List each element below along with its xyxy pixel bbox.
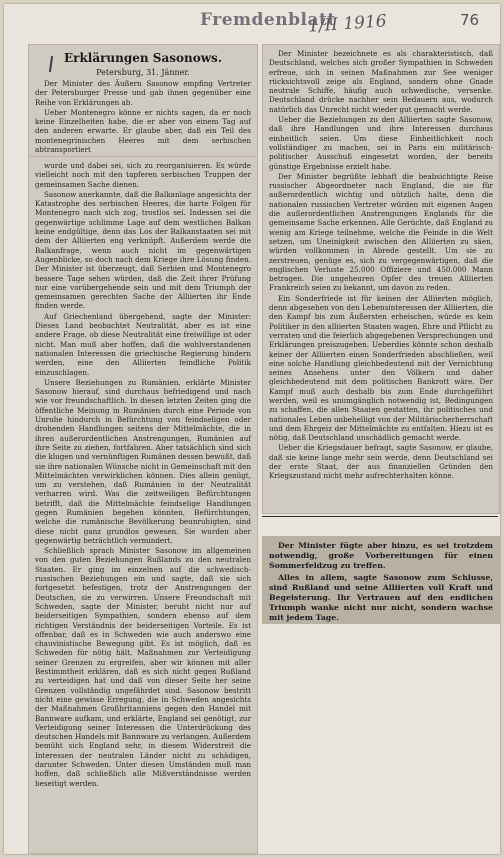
paragraph: Ueber die Kriegsdauer befragt, sagte Sasonow, er glaube, daß sie keine lange mehr sein werde, denn Deutschland sei der erste Staat, der aus finanziellen Gründen den Kriegszustand nicht mehr aufrechterhalten könne. bbox=[269, 443, 493, 481]
paragraph: Der Minister bezeichnete es als charakteristisch, daß Deutschland, welches sich großer Sympathien in Schweden erfreue, sich in seinen Maßnahmen zur See weniger rücksichtsvoll zeige als England, sondern ohne Gnade neutrale Schiffe, häufig auch schwedische, versenke. Deutschland drücke nachher sein Bedauern aus, wodurch natürlich das Unrecht nicht wieder gut gemacht werde. bbox=[269, 49, 493, 114]
paragraph: Unsere Beziehungen zu Rumänien, erklärte Minister Sasonow hierauf, sind durchaus befriedigend und nach wie vor freundschaftlich. In diesen letzten Zeiten ging die öffentliche Meinung in Rumänien durch eine Periode von Unruhe hindurch in Befürchtung von feindseligen oder drohenden Handlungen seitens der Mittelmächte, die in ihren außerordentlichen Anstrengungen, Rumänien auf ihre Seite zu ziehen, fortfahren. Aber tatsächlich sind sich die klugen und vernünftigen Rumänen dessen bewußt, daß sie ihre nationalen Wünsche nicht in Gemeinschaft mit den Mittelmächten verwirklichen können. Dies allein genügt, um zu verstehen, daß Rumänien in der Neutralität verharren wird. Was die zeitweiligen Befürchtungen betrifft, daß die Mittelmächte feindselige Handlungen gegen Rumänien begehen könnten, Befürchtungen, welche die rumänische Bevölkerung beunruhigten, sind diese nicht ganz grundlos gewesen. Sie wurden aber gegenwärtig beträchtlich vermindert. bbox=[35, 377, 251, 545]
clipping-column-right bbox=[262, 44, 500, 514]
page-number: 76 bbox=[460, 11, 480, 29]
article-dateline: Petersburg, 31. Jänner. bbox=[96, 68, 190, 77]
paragraph: Der Minister fügte aber hinzu, es sei trotzdem notwendig, große Vorbereitungen für einen Sommerfeldzug zu treffen. bbox=[269, 541, 493, 571]
paragraph: Der Minister begrüßte lebhaft die beabsichtigte Reise russischer Abgeordneter nach England, die sie für außerordentlich wichtig und nützlich halte, denn die nationalen russischen Vertreter würden mit eigenen Augen die außerordentlichen Anstrengungen Englands für die gemeinsame Sache erkennen. Alle Gerüchte, daß England zu wenig am Kriege teilnehme, welche die Feinde in die Welt setzen, um Uneinigkeit zwischen den Alliierten zu säen, würden vollkommen in Abrede gestellt. Um sie zu zerstreuen, genüge es, sich zu vergegenwärtigen, daß die englischen Verluste 25.000 Offiziere und 450.000 Mann betragen. Die ungeheuren Opfer des treuen Alliierten Frankreich seien zu bekannt, um davon zu reden. bbox=[269, 171, 493, 293]
paragraph: Ueber die Beziehungen zu den Alliierten sagte Sasonow, daß ihre Handlungen und ihre Interessen durchaus einheitlich seien. Um diese Einheitlichkeit noch vollständiger zu machen, sei in Paris ein militärisch-politischer Ausschuß eingesetzt worden, der bereits günstige Ergebnisse erzielt habe. bbox=[269, 115, 493, 171]
newspaper-name: Fremdenblatt bbox=[200, 10, 336, 30]
clipping-headline bbox=[28, 44, 258, 158]
clipping-closing bbox=[262, 536, 500, 624]
paragraph: Schließlich sprach Minister Sasonow im allgemeinen von den guten Beziehungen Rußlands zu den neutralen Staaten. Er ging im einzelnen auf die schwedisch-russischen Beziehungen ein und sagte, daß sie sich fortgesetzt befestigen, trotz der Anstrengungen der Deutschen, sie zu verwirren. Unsere Freundschaft mit Schweden, sagte der Minister, beruht nicht nur auf beiderseitigen Sympathien, sondern ebenso auf dem richtigen Verständnis der beiderseitigen Vorteile. Es ist offenbar, daß es in Schweden wie auch anderswo eine chauvinistische Bewegung gibt. Es ist möglich, daß es Schweden für nötig hält, Maßnahmen zur Verteidigung seiner Grenzen zu ergreifen, aber wir können mit aller Bestimmtheit erklären, daß es sich nicht gegen Rußland zu verteidigen hat und daß von dieser Seite her seine Grenzen vollständig ungefährdet sind. Sasonow bestritt nicht eine gewisse Erregung, die in Schweden angesichts der Maßnahmen Großbritanniens gegen den Handel mit Bannware aufkam, und erklärte, England sei genötigt, zur Verteidigung seiner Interessen die Unterdrückung des deutschen Handels mit Bannware zu verlangen. Außerdem bemüht sich England sehr, in diesem Widerstreit die Interessen der neutralen Länder nicht zu schädigen, darunter Schweden. Unter diesen Umständen muß man hoffen, daß schließlich alle Mißverständnisse werden beseitigt werden. bbox=[35, 546, 251, 788]
paragraph: wurde und dabei sei, sich zu reorganisieren. Es würde vielleicht noch mit den tapferen serbischen Truppen der gemeinsamen Sache dienen. bbox=[35, 161, 251, 189]
paragraph: Alles in allem, sagte Sasonow zum Schlusse, sind Rußland und seine Alliierten voll Kraft und Begeisterung. Ihr Vertrauen auf den endlichen Triumph wanke nicht nur nicht, sondern wachse mit jedem Tage. bbox=[269, 572, 493, 623]
paragraph: Der Minister des Äußern Sasonow empfing Vertreter der Petersburger Presse und gab ihnen gegenüber eine Reihe von Erklärungen ab. bbox=[35, 79, 251, 107]
handwritten-date: 1/II 1916 bbox=[307, 11, 388, 37]
clipping-column-left bbox=[28, 156, 258, 854]
cut-line bbox=[262, 516, 498, 517]
paragraph: Ueber Montenegro könne er nichts sagen, da er noch keine Einzelheiten habe, die er aber von einem Tag auf den anderen erwarte. Er glaube aber, daß ein Teil des montenegrinischen Heeres mit dem serbischen abtransportiert bbox=[35, 107, 251, 155]
archive-sheet bbox=[4, 4, 500, 854]
paragraph: Sasonow anerkannte, daß die Balkanlage angesichts der Katastrophe des serbischen Heeres, die harte Folgen für Montenegro nach sich zog, trostlos sei. Indessen sei die gegenwärtige schlimme Lage auf dem westlichen Balkan keine endgültige, denn das Los der Balkanstaaten sei mit dem der Alliierten eng verknüpft. Außerdem werde die Balkanfrage, wenn auch nicht im gegenwärtigen Augenblicke, so doch nach dem Kriege ihre Lösung finden. Der Minister ist überzeugt, daß Serbien und Montenegro bessere Tage sehen würden, daß die Zeit ihrer Prüfung nur eine vorübergehende sein und mit dem Triumph der gemeinsamen gerechten Sache der Alliierten ihr Ende finden werde. bbox=[35, 189, 251, 311]
paragraph: Ein Sonderfriede ist für keinen der Alliierten möglich, denn abgesehen von den Lebensinteressen der Alliierten, die den Kampf bis zum Äußersten erheischen, würde es kein Politiker in den alliierten Staaten wagen, Ehre und Pflicht zu verraten und die feierlich abgegebenen Versprechungen und Erklärungen preiszugeben. Ueberdies könnte schon deshalb keiner der Alliierten einen Sonderfrieden abschließen, weil eine solche Handlung gleichbedeutend mit der Vernichtung seines Ansehens unter den Völkern und daher gleichbedeutend mit dem politischen Bankrott wäre. Der Kampf muß auch deshalb bis zum Ende durchgeführt werden, weil es unumgänglich notwendig ist, Bedingungen zu schaffen, die allen Staaten gestatten, ihr politisches und nationales Leben unbehelligt von der Militärischerherrschaft und dem Ehrgeiz der Mittelmächte zu entfalten. Hiezu ist es nötig, daß Deutschland unschädlich gemacht werde. bbox=[269, 293, 493, 443]
article-title: Erklärungen Sasonows. bbox=[63, 51, 222, 65]
paragraph: Auf Griechenland übergehend, sagte der Minister: Dieses Land beobachtet Neutralität, aber es ist eine andere Frage, ob diese Neutralität eine freiwillige ist oder nicht. Man muß aber hoffen, daß die wohlverstandenen nationalen Interessen die griechische Regierung hindern werden, eine den Alliierten feindliche Politik einzuschlagen. bbox=[35, 311, 251, 377]
